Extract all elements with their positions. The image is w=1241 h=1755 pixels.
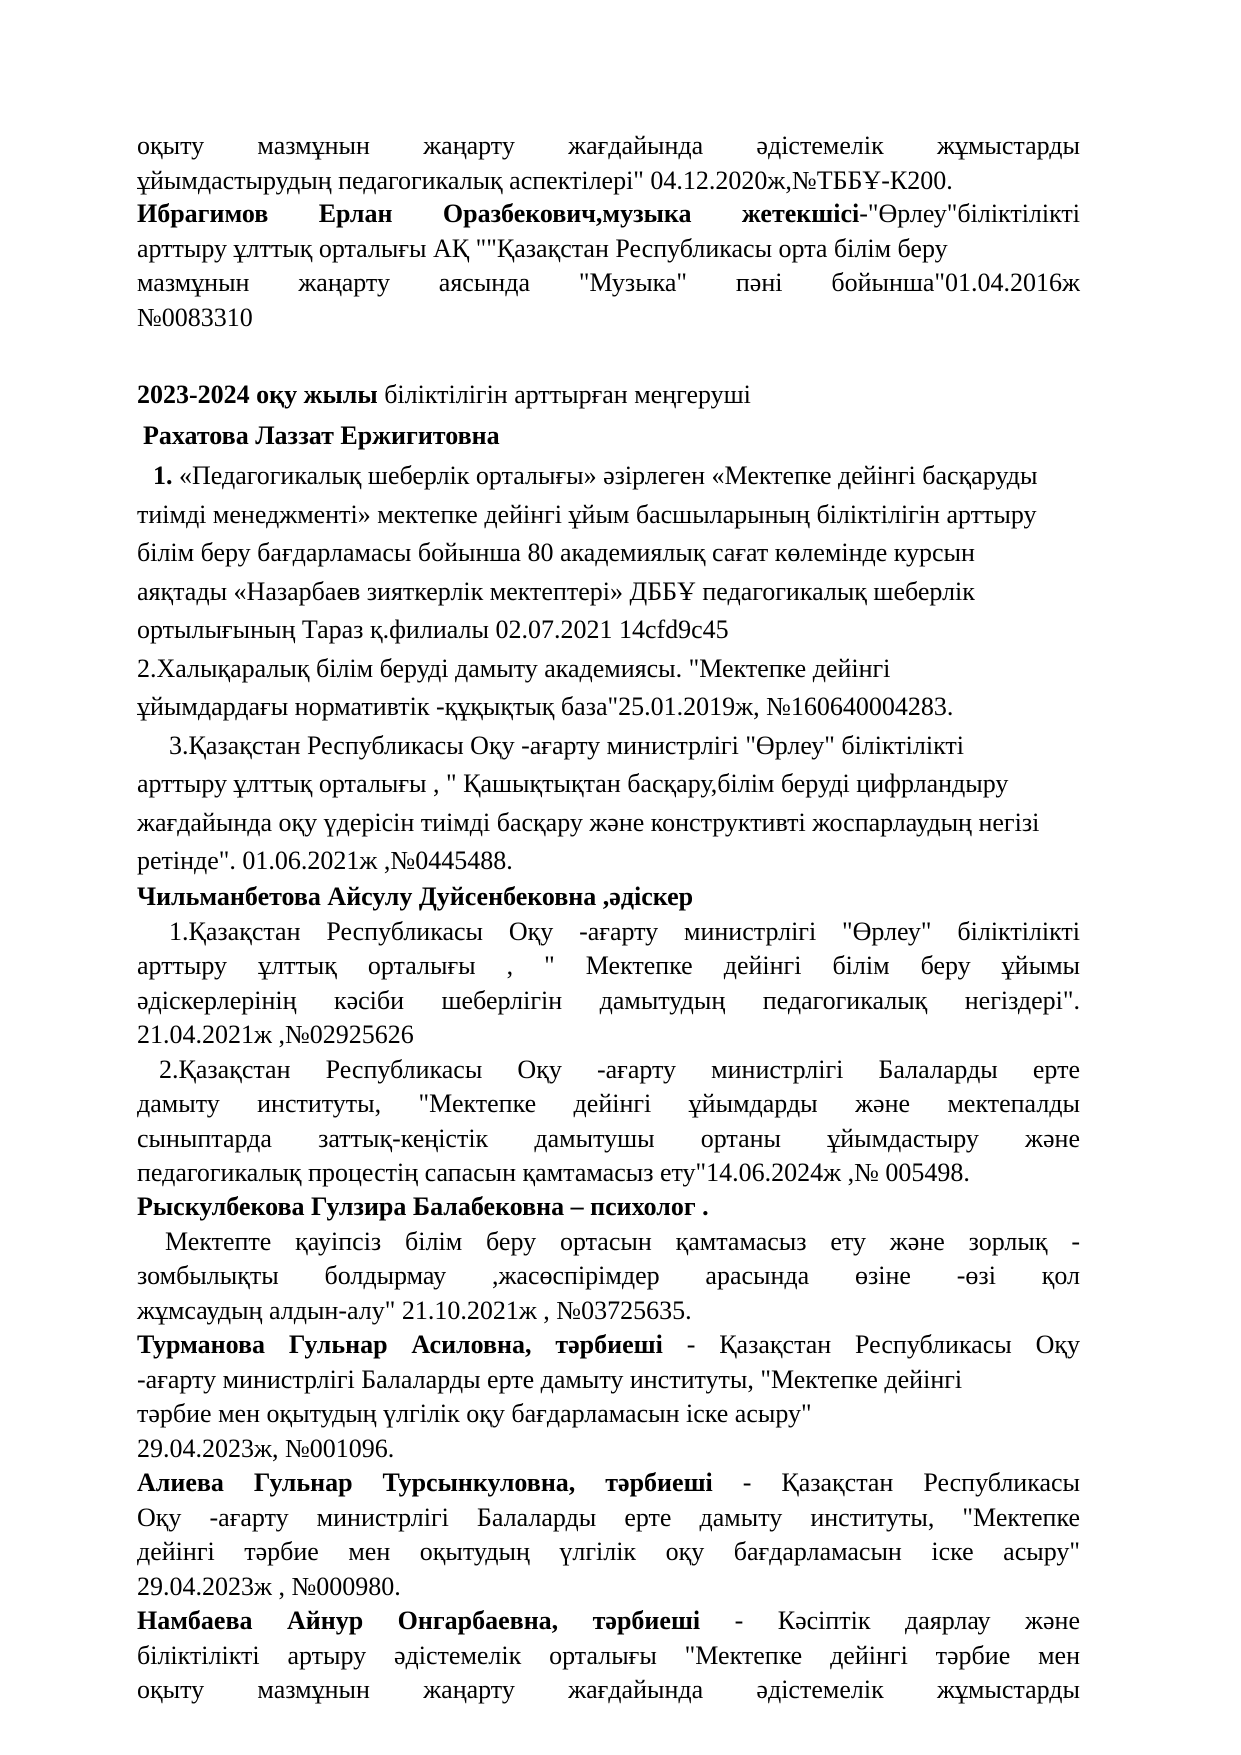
text-line: мазмұнын жаңарту аясында "Музыка" пәні бойынша"01.04.2016ж bbox=[137, 268, 1080, 297]
text-line: аяқтады «Назарбаев зияткерлік мектептері» ДББҰ педагогикалық шеберлік bbox=[137, 576, 975, 606]
text-line: сыныптарда заттық-кеңістік дамытушы ортаны ұйымдастыру және bbox=[137, 1123, 1080, 1153]
text-line: тәрбие мен оқытудың үлгілік оқу бағдарламасын іске асыру" bbox=[137, 1399, 812, 1428]
text-line: ортылығының Тараз қ.филиалы 02.07.2021 14cfd9c45 bbox=[137, 615, 729, 644]
text-line: -ағарту министрлігі Балаларды ерте дамыту институты, "Мектепке дейінгі bbox=[137, 1364, 963, 1394]
person-name: Турманова Гульнар Асиловна, тәрбиеші bbox=[137, 1330, 663, 1359]
text-line: ретінде". 01.06.2021ж ,№0445488. bbox=[137, 846, 513, 875]
list-item: 1.Қазақстан Республикасы Оқу -ағарту министрлігі "Өрлеу" біліктілікті bbox=[169, 916, 1080, 946]
entry-nambaeva: Намбаева Айнур Онгарбаевна, тәрбиеші - Кәсіптік даярлау және біліктілікті артыру әдістемелік орталығы "Мектепке дейінгі тәрбие мен оқыту мазмұнын жаңарту жағдайында әдістемелік жұмыстарды bbox=[137, 1604, 1080, 1708]
entry-alieva: Алиева Гульнар Турсынкуловна, тәрбиеші - Қазақстан Республикасы Оқу -ағарту министрлігі Балаларды ерте дамыту институты, "Мектепке дейінгі тәрбие мен оқытудың үлгілік оқу бағдарламасын іске асыру" 29.04.2023ж , №000980. bbox=[137, 1466, 1080, 1604]
list-item: 2.Халықаралық білім беруді дамыту академиясы. "Мектепке дейінгі bbox=[137, 653, 891, 683]
text-line: жағдайында оқу үдерісін тиімді басқару және конструктивті жоспарлаудың негізі bbox=[137, 807, 1040, 837]
list-item: 2.Қазақстан Республикасы Оқу -ағарту министрлігі Балаларды ерте bbox=[159, 1054, 1080, 1084]
text-line: әдіскерлерінің кәсіби шеберлігін дамытудың педагогикалық негіздері". bbox=[137, 985, 1080, 1015]
text-line: 29.04.2023ж , №000980. bbox=[137, 1571, 401, 1601]
person-name: Чильманбетова Айсулу Дуйсенбековна ,әдіскер bbox=[137, 882, 694, 911]
text-line: оқыту мазмұнын жаңарту жағдайында әдістемелік жұмыстарды bbox=[137, 131, 1080, 160]
person-name: Рыскулбекова Гулзира Балабековна – психолог . bbox=[137, 1192, 709, 1221]
text-line: №0083310 bbox=[137, 302, 253, 332]
entry-rakhatova-items bbox=[137, 457, 1137, 881]
entry-turmanova: Турманова Гульнар Асиловна, тәрбиеші - Қазақстан Республикасы Оқу -ағарту министрлігі Балаларды ерте дамыту институты, "Мектепке дейінгі тәрбие мен оқытудың үлгілік оқу бағдарламасын іске асыру" 29.04.2023ж, №001096. bbox=[137, 1328, 1080, 1466]
text-line: педагогикалық процестің сапасын қамтамасыз ету"14.06.2024ж ,№ 005498. bbox=[137, 1158, 970, 1187]
text-line: арттыру ұлттық орталығы , " Қашықтықтан басқару,білім беруді цифрландыру bbox=[137, 769, 1009, 798]
list-item: 3.Қазақстан Республикасы Оқу -ағарту министрлігі "Өрлеу" біліктілікті bbox=[169, 730, 964, 760]
text-line: арттыру ұлттық орталығы АҚ ""Қазақстан Республикасы орта білім беру bbox=[137, 233, 948, 263]
entry-ibragimov bbox=[137, 197, 1080, 335]
person-name: Алиева Гульнар Турсынкуловна, тәрбиеші bbox=[137, 1468, 713, 1497]
year-label: 2023-2024 оқу жылы bbox=[137, 380, 378, 409]
entry-ryskulbekova bbox=[137, 1190, 1080, 1328]
year-header bbox=[137, 378, 1080, 413]
text-line: арттыру ұлттық орталығы , " Мектепке дейінгі білім беру ұйымы bbox=[137, 951, 1080, 980]
list-item: 1. «Педагогикалық шеберлік орталығы» әзірлеген «Мектепке дейінгі басқаруды bbox=[153, 461, 1038, 490]
text-line: ұйымдардағы нормативтік -құқықтық база"25.01.2019ж, №160640004283. bbox=[137, 692, 954, 721]
person-name: Рахатова Лаззат Ержигитовна bbox=[143, 421, 500, 450]
entry-chilmanbetova bbox=[137, 880, 1080, 1191]
text-line: тиімді менеджменті» мектепке дейінгі ұйым басшыларының біліктілігін арттыру bbox=[137, 499, 1037, 529]
text-line: білім беру бағдарламасы бойынша 80 академиялық сағат көлемінде курсын bbox=[137, 538, 975, 567]
year-header-text: біліктілігін арттырған меңгеруші bbox=[377, 380, 751, 409]
text-line: жұмсаудың алдын-алу" 21.10.2021ж , №03725635. bbox=[137, 1295, 692, 1325]
text-line: Оқу -ағарту министрлігі Балаларды ерте дамыту институты, "Мектепке bbox=[137, 1502, 1080, 1532]
text-line: дейінгі тәрбие мен оқытудың үлгілік оқу бағдарламасын іске асыру" bbox=[137, 1537, 1080, 1566]
intro-continuation bbox=[137, 129, 1080, 198]
entry-rakhatova-name bbox=[137, 419, 1080, 454]
text-line: біліктілікті артыру әдістемелік орталығы "Мектепке дейінгі тәрбие мен bbox=[137, 1640, 1080, 1670]
person-name: Намбаева Айнур Онгарбаевна, тәрбиеші bbox=[137, 1606, 701, 1635]
text-line: зомбылықты болдырмау ,жасөспірімдер арасында өзіне -өзі қол bbox=[137, 1261, 1080, 1290]
text-line: оқыту мазмұнын жаңарту жағдайында әдістемелік жұмыстарды bbox=[137, 1675, 1080, 1704]
text-line: дамыту институты, "Мектепке дейінгі ұйымдарды және мектепалды bbox=[137, 1089, 1080, 1118]
text-line: 29.04.2023ж, №001096. bbox=[137, 1433, 395, 1463]
entry-text: -"Өрлеу"біліктілікті bbox=[859, 199, 1080, 228]
text-line: ұйымдастырудың педагогикалық аспектілері" 04.12.2020ж,№ТББҰ-К200. bbox=[137, 165, 953, 195]
person-name: Ибрагимов Ерлан Оразбекович,музыка жетекшісі bbox=[137, 199, 860, 228]
text-line: 21.04.2021ж ,№02925626 bbox=[137, 1020, 414, 1049]
entry-first-line bbox=[137, 197, 1080, 232]
text-line: Мектепте қауіпсіз білім беру ортасын қамтамасыз ету және зорлық - bbox=[165, 1226, 1080, 1256]
